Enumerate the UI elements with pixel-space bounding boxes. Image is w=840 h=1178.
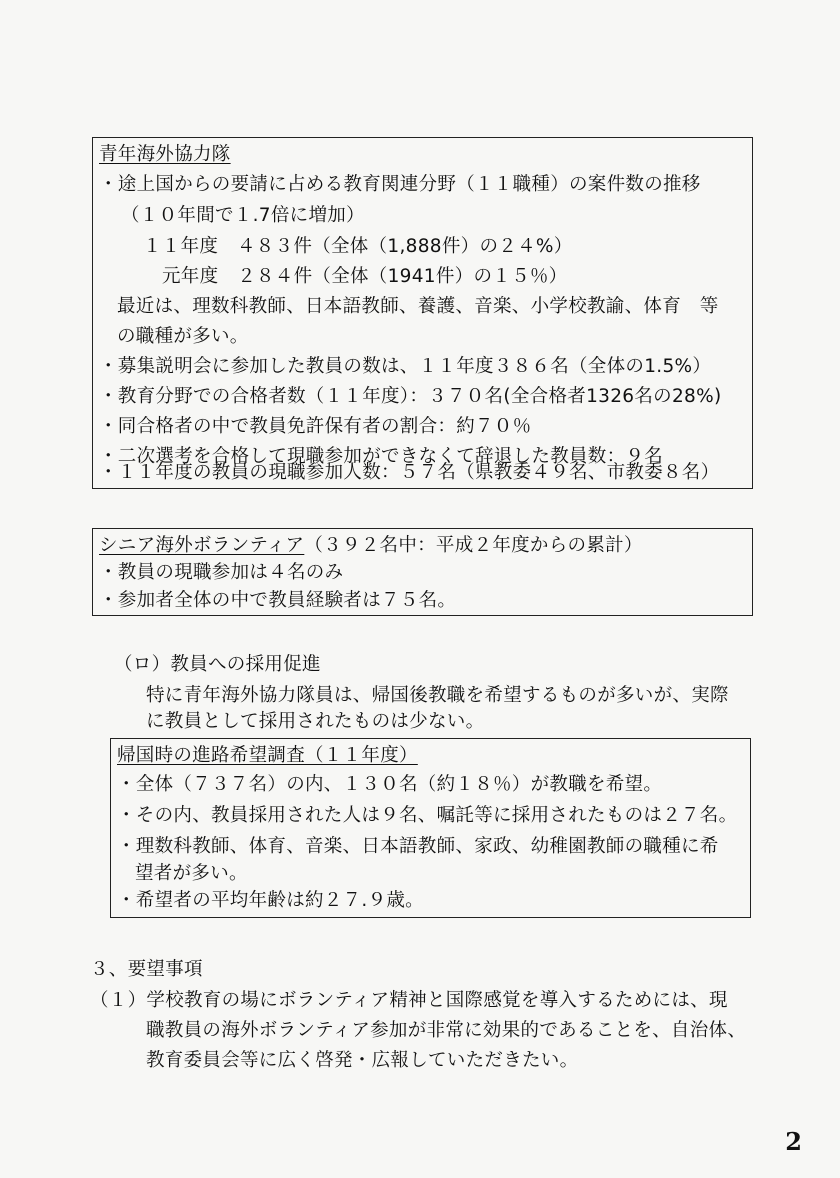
jocv-line-1: ・途上国からの要請に占める教育関連分野（１１職種）の案件数の推移	[99, 174, 701, 195]
survey-title: 帰国時の進路希望調査（１１年度）	[117, 745, 418, 766]
jocv-box	[92, 137, 753, 489]
senior-title: シニア海外ボランティア	[99, 535, 305, 556]
section-ro-text-2: に教員として採用されたものは少ない。	[146, 711, 485, 732]
jocv-line-8: ・教育分野での合格者数（１１年度）：３７０名(全合格者1326名の28%)	[99, 386, 722, 407]
jocv-line-7: ・募集説明会に参加した教員の数は、１１年度３８６名（全体の1.5%）	[99, 356, 712, 377]
jocv-line-3: １１年度 ４８３件（全体（1,888件）の２４%）	[143, 236, 573, 257]
section-ro-text-1: 特に青年海外協力隊員は、帰国後教職を希望するものが多いが、実際	[146, 685, 729, 706]
request-1-line-c: 教育委員会等に広く啓発・広報していただきたい。	[146, 1050, 579, 1071]
jocv-title: 青年海外協力隊	[99, 144, 231, 165]
jocv-line-11: ・１１年度の教員の現職参加人数：５７名（県教委４９名、市教委８名）	[99, 462, 720, 483]
survey-line-1: ・全体（７３７名）の内、１３０名（約１８％）が教職を希望。	[117, 774, 663, 795]
jocv-line-4: 元年度 ２８４件（全体（1941件）の１５％）	[162, 266, 568, 287]
request-1-line-b: 職教員の海外ボランティア参加が非常に効果的であることを、自治体、	[146, 1020, 747, 1041]
survey-line-2: ・その内、教員採用された人は９名、嘱託等に採用されたものは２７名。	[117, 805, 738, 826]
return-survey-box	[110, 738, 751, 918]
survey-line-4: 望者が多い。	[135, 863, 248, 884]
senior-title-note: （３９２名中：平成２年度からの累計）	[304, 535, 643, 556]
jocv-line-10: ・二次選考を合格して現職参加ができなくて辞退した教員数：９名	[99, 446, 664, 467]
survey-line-3: ・理数科教師、体育、音楽、日本語教師、家政、幼稚園教師の職種に希	[117, 836, 719, 857]
senior-line-2: ・参加者全体の中で教員経験者は７５名。	[99, 590, 457, 611]
senior-volunteer-box	[92, 528, 753, 616]
jocv-line-2: （１０年間で１.7倍に増加）	[121, 205, 365, 226]
senior-line-1: ・教員の現職参加は４名のみ	[99, 562, 344, 583]
jocv-line-5: 最近は、理数科教師、日本語教師、養護、音楽、小学校教諭、体育 等	[117, 296, 719, 317]
section-ro-heading: （ロ）教員への採用促進	[114, 654, 321, 675]
request-1-line-a: （１）学校教育の場にボランティア精神と国際感覚を導入するためには、現	[90, 990, 728, 1011]
survey-line-5: ・希望者の平均年齢は約２７.９歳。	[117, 890, 424, 911]
section-3-heading: ３、要望事項	[90, 959, 203, 980]
page-number: 2	[785, 1127, 802, 1156]
jocv-line-6: の職種が多い。	[117, 326, 249, 347]
senior-title-row	[99, 531, 643, 561]
jocv-line-9: ・同合格者の中で教員免許保有者の割合：約７０％	[99, 416, 532, 437]
